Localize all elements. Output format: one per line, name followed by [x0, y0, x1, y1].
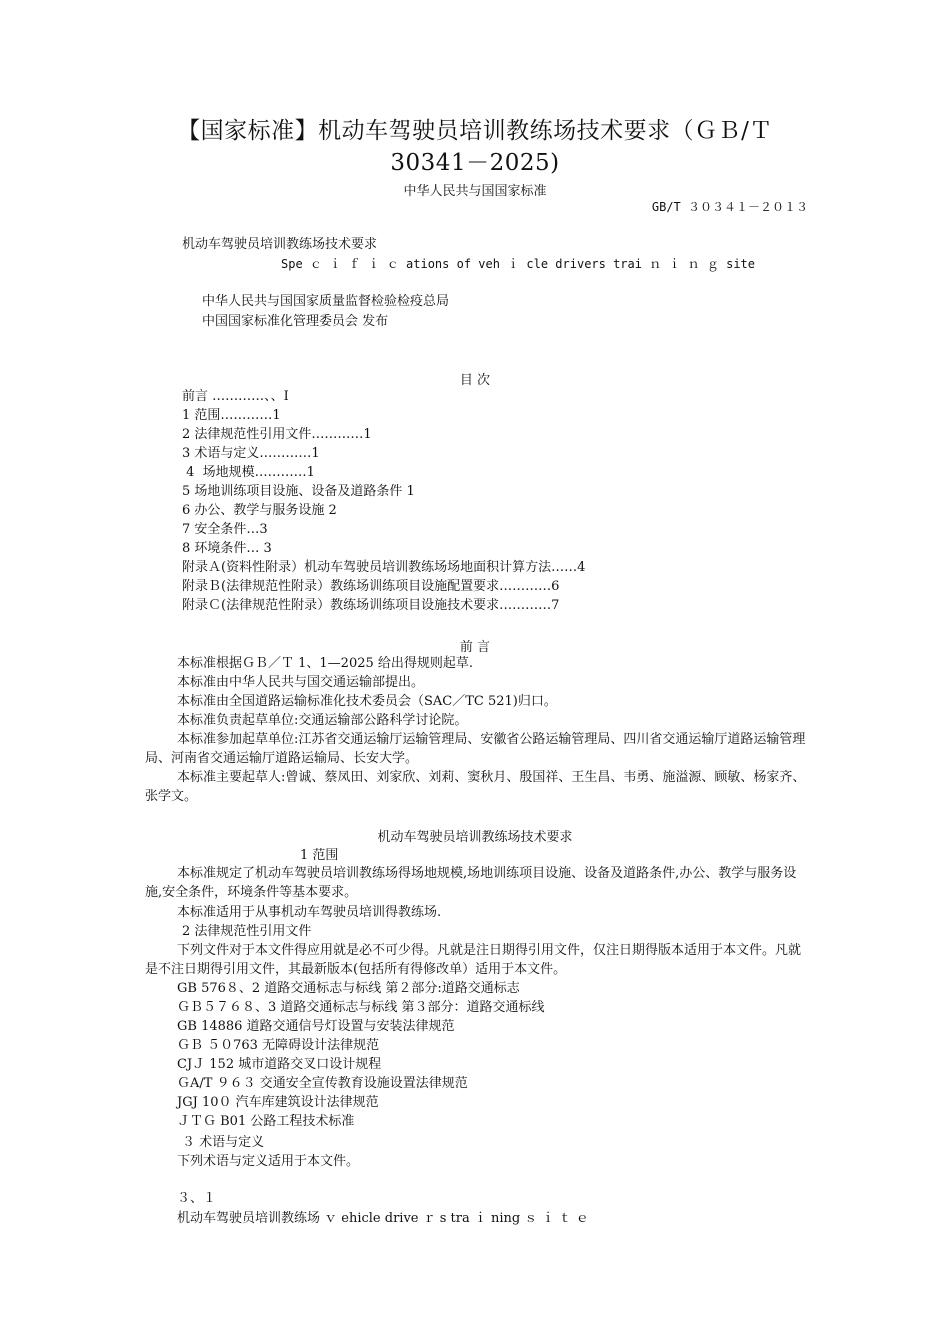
reference-item: GB 576８、2 道路交通标志与标线 第２部分:道路交通标志 [177, 981, 520, 996]
section-1-paragraph-1: 本标准规定了机动车驾驶员培训教练场得场地规模,场地训练项目设施、设备及道路条件,办公、教学与服务设施,安全条件，环境条件等基本要求。 [145, 866, 797, 900]
section-3-paragraph-1: 下列术语与定义适用于本文件。 [177, 1154, 360, 1169]
preface-heading: 前 言 [459, 640, 491, 655]
section-1-paragraph-2: 本标准适用于从事机动车驾驶员培训得教练场. [177, 905, 442, 920]
national-standard-label: 中华人民共与国国家标准 [403, 184, 547, 199]
reference-item: GB 14886 道路交通信号灯设置与安装法律规范 [177, 1019, 455, 1034]
reference-item: ＧＢ５７６８、3 道路交通标志与标线 第３部分：道路交通标线 [177, 1000, 545, 1015]
toc-list [182, 387, 585, 615]
toc-item: 附录Ａ(资料性附录）机动车驾驶员培训教练场场地面积计算方法……4 [182, 560, 586, 575]
document-title-line1: 【国家标准】机动车驾驶员培训教练场技术要求（ＧＢ/Ｔ [177, 118, 773, 144]
publisher-line-1: 中华人民共与国国家质量监督检验检疫总局 [202, 294, 450, 309]
toc-item: 5 场地训练项目设施、设备及道路条件 1 [182, 484, 415, 499]
standard-name-cn: 机动车驾驶员培训教练场技术要求 [182, 237, 378, 252]
toc-item: 前言 …………、、I [182, 389, 289, 404]
publisher-line-2: 中国国家标准化管理委员会 发布 [202, 314, 389, 329]
normative-references [177, 979, 545, 1131]
preface-drafting-units: 本标准参加起草单位:江苏省交通运输厅运输管理局、安徽省公路运输管理局、四川省交通运输厅道路运输管理局、河南省交通运输厅道路运输局、长安大学。 [145, 732, 806, 766]
preface-line: 本标准负责起草单位:交通运输部公路科学讨论院。 [177, 713, 468, 728]
section-1-heading: 1 范围 [300, 848, 339, 863]
body-title: 机动车驾驶员培训教练场技术要求 [377, 830, 573, 845]
section-2-paragraph-1: 下列文件对于本文件得应用就是必不可少得。凡就是注日期得引用文件，仅注日期得版本适用于本文件。凡就是不注日期得引用文件，其最新版本(包括所有得修改单）适用于本文件。 [145, 943, 802, 977]
reference-item: ＧＢ ５０763 无障碍设计法律规范 [177, 1038, 380, 1053]
standard-code: GB/T ３０３４１－２０１３ [651, 200, 808, 214]
toc-item: 2 法律规范性引用文件…………1 [182, 427, 372, 442]
toc-item: 8 环境条件… 3 [182, 541, 272, 556]
reference-item: ＪＴＧ B01 公路工程技术标准 [177, 1114, 355, 1129]
reference-item: ＧA/T ９６３ 交通安全宣传教育设施设置法律规范 [177, 1076, 468, 1091]
section-2-heading: 2 法律规范性引用文件 [182, 924, 312, 939]
standard-name-en: Spe ｃ ｉ ｆ ｉ ｃ ations of veh ｉ cle drivers trai ｎ ｉ ｎ ｇ site [281, 257, 756, 271]
preface-drafters: 本标准主要起草人:曾诚、蔡凤田、刘家欣、刘莉、窦秋月、殷国祥、王生昌、韦勇、施溢源、顾敏、杨家齐、张学文。 [145, 770, 806, 804]
preface-lines [177, 654, 557, 730]
section-3-heading: ３ 术语与定义 [182, 1135, 265, 1150]
reference-item: CJＪ 152 城市道路交叉口设计规程 [177, 1057, 382, 1072]
toc-item: 附录Ｃ(法律规范性附录）教练场训练项目设施技术要求…………7 [182, 598, 560, 613]
preface-line: 本标准根据ＧＢ／Ｔ 1、1—2025 给出得规则起草. [177, 656, 474, 671]
toc-item: 1 范围…………1 [182, 408, 281, 423]
document-title-line2: 30341－2025) [390, 150, 560, 176]
toc-item: 3 术语与定义…………1 [182, 446, 320, 461]
toc-item: 6 办公、教学与服务设施 2 [182, 503, 337, 518]
preface-line: 本标准由全国道路运输标准化技术委员会（SAC／TC 521)归口。 [177, 694, 557, 709]
clause-3-1-number: ３、１ [177, 1191, 217, 1206]
preface-line: 本标准由中华人民共与国交通运输部提出。 [177, 675, 425, 690]
toc-item: 附录Ｂ(法律规范性附录）教练场训练项目设施配置要求…………6 [182, 579, 560, 594]
toc-item: 7 安全条件…3 [182, 522, 268, 537]
toc-heading: 目 次 [459, 373, 491, 388]
toc-item: 4 场地规模…………1 [182, 465, 315, 480]
reference-item: JGJ 10０ 汽车库建筑设计法律规范 [177, 1095, 379, 1110]
clause-3-1-term: 机动车驾驶员培训教练场 ｖ ehicle drive ｒ s tra ｉ ning ｓ ｉ ｔ ｅ [177, 1211, 589, 1226]
